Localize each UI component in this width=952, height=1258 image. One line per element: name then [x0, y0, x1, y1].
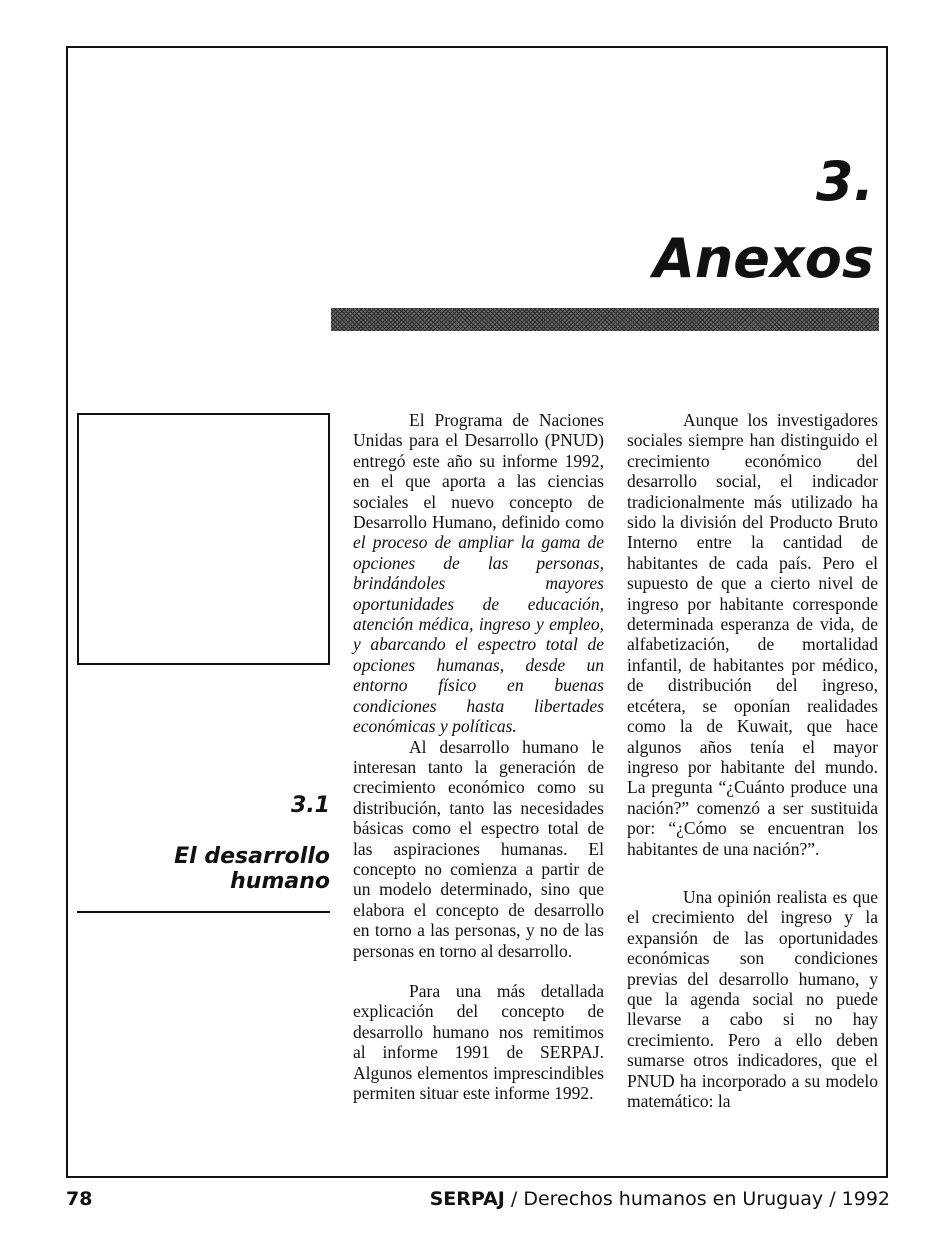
section-number: 3.1	[291, 793, 330, 818]
section-title-line-1: El desarrollo	[174, 844, 330, 869]
section-title-line-2: humano	[230, 869, 330, 894]
paragraph: Al desarrollo humano le interesan tanto la generación de crecimiento económico como su distribución, tanto las necesidades básicas como el espectro total de las aspiraciones humanas. El concepto no comienza a partir de un modelo determinado, sino que elabora el concepto de desarrollo en torno a las personas, y no de las personas en torno al desarrollo.	[353, 736, 604, 961]
paragraph: Para una más detallada explicación del concepto de desarrollo humano nos remitimos al informe 1991 de SERPAJ. Algunos elementos imprescindibles permiten situar este informe 1992.	[353, 980, 604, 1103]
paragraph: Una opinión realista es que el crecimiento del ingreso y la expansión de las oportunidades económicas son condiciones previas del desarrollo humano, y que la agenda social no puede llevarse a cabo si no hay crecimiento. Pero a ello deben sumarse otros indicadores, que el PNUD ha incorporado a su modelo matemático: la	[627, 886, 878, 1111]
paragraph-text: El Programa de Naciones Unidas para el Desarrollo (PNUD) entregó este año su informe 1992, en el que aporta a las ciencias sociales el nuevo concepto de Desarrollo Humano, definido como	[353, 410, 604, 533]
decorative-hatched-bar	[331, 308, 879, 331]
text-column-left	[353, 410, 604, 1103]
paragraph: Aunque los investigadores sociales siempre han distinguido el crecimiento económico del desarrollo social, el indicador tradicionalmente más utilizado ha sido la división del Producto Bruto Interno entre la cantidad de habitantes de cada país. Pero el supuesto de que a cierto nivel de ingreso por habitante corresponde determinada esperanza de vida, de alfabetización, de mortalidad infantil, de habitantes por médico, de distribución del ingreso, etcétera, se oponían realidades como la de Kuwait, que hace algunos años tenía el mayor ingreso por habitante del mundo. La pregunta “¿Cuánto produce una nación?” comenzó a ser sustituida por: “¿Cómo se encuentran los habitantes de una nación?”.	[627, 410, 878, 859]
empty-image-box	[77, 413, 330, 665]
section-title	[174, 844, 330, 894]
page-number: 78	[66, 1188, 93, 1210]
chapter-title: Anexos	[653, 227, 874, 290]
paragraph	[353, 410, 604, 737]
chapter-number: 3.	[815, 150, 874, 213]
publication-title: / Derechos humanos en Uruguay / 1992	[504, 1188, 890, 1210]
running-footer	[430, 1188, 890, 1210]
definition-text: el proceso de ampliar la gama de opciones de las personas, brindándoles mayores oportunidades de educación, atención médica, ingreso y empleo, y abarcando el espectro total de opciones humanas, desde un entorno físico en buenas condiciones hasta libertades económicas y políticas.	[353, 532, 604, 737]
section-divider	[77, 911, 330, 913]
publisher-name: SERPAJ	[429, 1188, 505, 1210]
text-column-right	[627, 410, 878, 1111]
